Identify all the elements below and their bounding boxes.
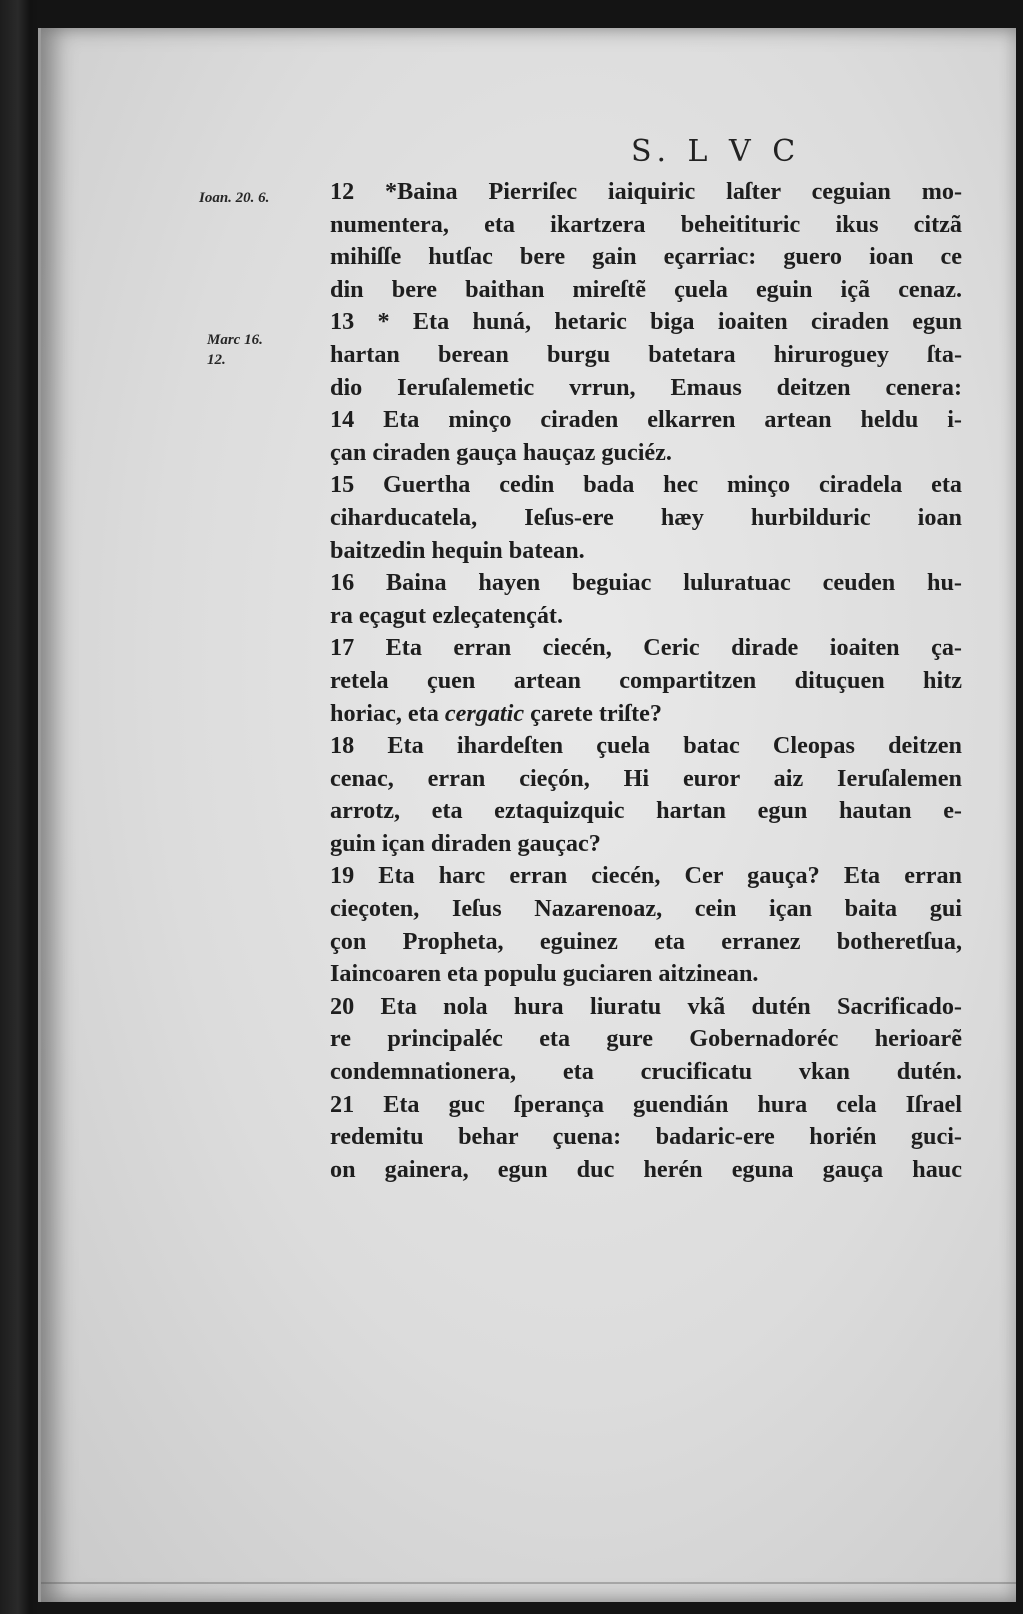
text-line: arrotz, eta eztaquizquic hartan egun hautan e-: [330, 797, 962, 825]
text-line: 12 *Baina Pierriſec iaiquiric laſter ceguian mo-: [330, 178, 962, 205]
text-line: on gainera, egun duc herén eguna gauça hauc: [330, 1155, 962, 1183]
text-line: 13 * Eta huná, hetaric biga ioaiten ciraden egun: [330, 308, 962, 336]
text-line: çan ciraden gauça hauçaz guciéz.: [330, 438, 672, 466]
text-line: 14 Eta minço ciraden elkarren artean heldu i-: [330, 406, 962, 434]
text-line: dio Ieruſalemetic vrrun, Emaus deitzen cenera:: [330, 373, 962, 401]
text-line: 17 Eta erran ciecén, Ceric dirade ioaiten ça-: [330, 634, 962, 662]
margin-note-ioan: Ioan. 20. 6.: [199, 190, 270, 206]
text-line: redemitu behar çuena: badaric-ere horién guci-: [330, 1123, 962, 1151]
text-line: retela çuen artean compartitzen dituçuen hitz: [330, 666, 962, 694]
margin-note-marc: Marc 16. 12.: [207, 332, 263, 368]
text-line: 20 Eta nola hura liuratu vkã dutén Sacrificado-: [330, 992, 962, 1020]
text-line: ra eçagut ezleçatençát.: [330, 601, 564, 629]
text-line: re principaléc eta gure Gobernadoréc herioarẽ: [330, 1025, 962, 1053]
text-line: 21 Eta guc ſperança guendián hura cela Iſrael: [330, 1090, 962, 1118]
text-line: 16 Baina hayen beguiac luluratuac ceuden hu-: [330, 569, 962, 597]
text-line: condemnationera, eta crucificatu vkan dutén.: [330, 1058, 962, 1086]
text-line: 15 Guertha cedin bada hec minço ciradela eta: [330, 471, 962, 499]
text-line: guin içan diraden gauçac?: [330, 829, 601, 857]
text-line-start: horiac, eta: [330, 699, 439, 727]
text-line: numentera, eta ikartzera beheitituric ikus citzã: [330, 210, 962, 238]
text-line: ciharducatela, Ieſus-ere hæy hurbilduric ioan: [330, 503, 962, 531]
verse-text: [330, 176, 962, 1186]
italic-word: cergatic: [444, 699, 525, 727]
text-line: din bere baithan mireſtẽ çuela eguin içã cenaz.: [330, 275, 962, 303]
text-line-mixed: [330, 698, 962, 731]
text-line: 18 Eta ihardeſten çuela batac Cleopas deitzen: [330, 732, 962, 760]
text-line: cieçoten, Ieſus Nazarenoaz, cein içan baita gui: [330, 895, 962, 923]
text-line: çon Propheta, eguinez eta erranez botheretſua,: [330, 927, 962, 955]
text-line: 19 Eta harc erran ciecén, Cer gauça? Eta erran: [330, 862, 962, 890]
text-line: hartan berean burgu batetara hiruroguey ſta-: [330, 340, 962, 368]
running-header: S. L V C: [631, 134, 802, 169]
text-line: baitzedin hequin batean.: [330, 536, 585, 564]
text-line: mihiſſe hutſac bere gain eçarriac: guero ioan ce: [330, 243, 962, 271]
text-line-end: çarete triſte?: [524, 699, 662, 727]
text-line: cenac, erran cieçón, Hi euror aiz Ieruſalemen: [330, 764, 962, 792]
text-line: Iaincoaren eta populu guciaren aitzinean.: [330, 960, 759, 988]
